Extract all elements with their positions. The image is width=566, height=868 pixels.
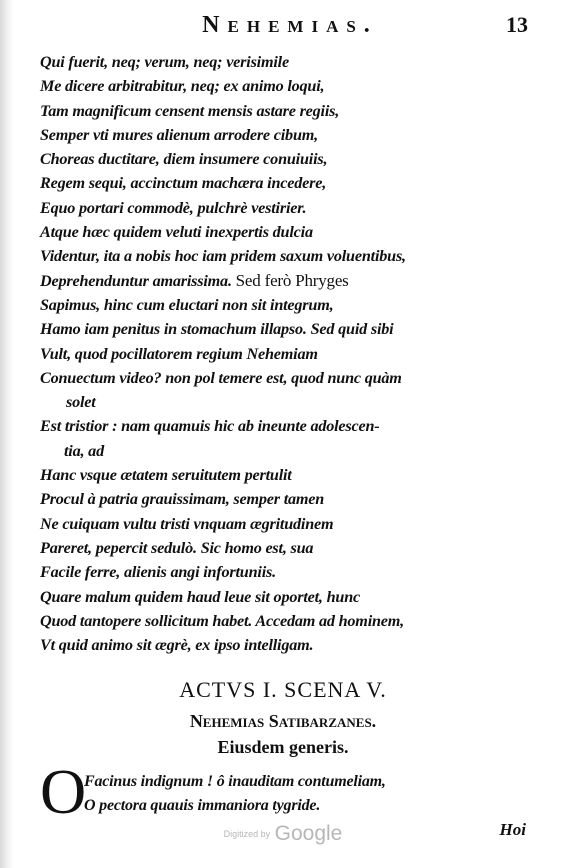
- scene-opening-lines: [84, 770, 544, 818]
- verse-line: Regem sequi, accinctum machæra incedere,: [40, 174, 327, 193]
- verse-line: Quod tantopere sollicitum habet. Accedam ad hominem,: [40, 611, 405, 630]
- verse-line: O pectora quauis immaniora tygride.: [84, 797, 321, 814]
- verse-line: Procul à patria grauissimam, semper tamen: [40, 490, 325, 509]
- verse-line: Facile ferre, alienis angi infortuniis.: [40, 563, 276, 582]
- verse-line: Conuectum video? non pol temere est, quod nunc quàm: [40, 368, 402, 387]
- scene-genre: Eiusdem generis.: [217, 737, 349, 757]
- drop-cap: O: [40, 756, 87, 827]
- verse-line: Ne cuiquam vultu tristi vnquam ægritudinem: [40, 514, 334, 533]
- running-head: [0, 12, 566, 42]
- verse-line: Hamo iam penitus in stomachum illapso. Sed quid sibi: [40, 320, 394, 339]
- page-number: 13: [506, 12, 528, 37]
- verse-roman-part: Sed ferò Phryges: [235, 270, 349, 290]
- verse-line: Hanc vsque ætatem seruitutem pertulit: [40, 466, 292, 485]
- verse-line-continuation: tia, ad: [64, 441, 104, 460]
- verse-line: Quare malum quidem haud leue sit oportet, hunc: [40, 587, 360, 606]
- verse-line: Facinus indignum ! ô inauditam contumeliam,: [84, 773, 386, 790]
- verse-line: Atque hæc quidem veluti inexpertis dulcia: [40, 223, 313, 242]
- verse-line: Tam magnificum censent mensis astare regiis,: [40, 101, 340, 120]
- catchword: Hoi: [499, 820, 526, 839]
- verse-lines: [40, 50, 540, 657]
- scene-characters: Nehemias Satibarzanes.: [189, 711, 377, 731]
- verse-line-continuation: solet: [66, 393, 96, 412]
- running-head-title: Nehemias.: [202, 12, 378, 38]
- act-scene-heading: ACTVS I. SCENA V.: [179, 677, 387, 702]
- verse-line-mixed: [40, 269, 540, 293]
- verse-line: Me dicere arbitrabitur, neq; ex animo loqui,: [40, 77, 325, 96]
- verse-line: Est tristior : nam quamuis hic ab ineunte adolescen-: [40, 417, 380, 436]
- verse-italic-part: Deprehenduntur amarissima.: [40, 271, 232, 290]
- verse-line: Videntur, ita a nobis hoc iam pridem saxum voluentibus,: [40, 247, 406, 266]
- verse-line: Sapimus, hinc cum eluctari non sit integrum,: [40, 295, 334, 314]
- verse-line: Pareret, pepercit sedulò. Sic homo est, sua: [40, 538, 314, 557]
- verse-line: Vt quid animo sit ægrè, ex ipso intelligam.: [40, 636, 314, 655]
- verse-line: Semper vti mures alienum arrodere cibum,: [40, 125, 318, 144]
- digitized-watermark: [0, 822, 566, 846]
- watermark-brand: Google: [274, 822, 343, 845]
- verse-line: Qui fuerit, neq; verum, neq; verisimile: [40, 53, 289, 71]
- verse-line: Vult, quod pocillatorem regium Nehemiam: [40, 344, 318, 363]
- watermark-prefix: Digitized by: [223, 829, 271, 839]
- verse-line: Equo portari commodè, pulchrè vestirier.: [40, 198, 307, 217]
- verse-line: Choreas ductitare, diem insumere conuiuiis,: [40, 150, 328, 169]
